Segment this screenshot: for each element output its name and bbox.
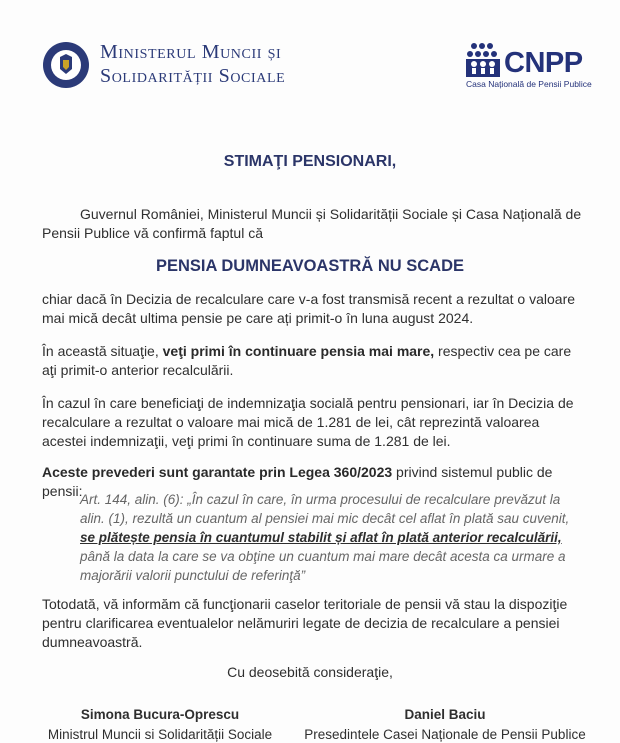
law-quote xyxy=(80,490,580,585)
headline: PENSIA DUMNEAVOASTRĂ NU SCADE xyxy=(155,257,465,275)
signature-block-president xyxy=(295,707,595,742)
cnpp-people-icon xyxy=(466,42,502,78)
law-reference: Aceste prevederi sunt garantate prin Legea 360/2023 xyxy=(42,464,393,480)
paragraph-social-allowance: În cazul în care beneficiaţi de indemnizaţia socială pentru pensionari, iar în Decizia de recalculare a rezultat o valoare mai mică de 1.281 de lei, cât reprezintă valoarea acestei indemnizaţii, veţi primi în continuare suma de 1.281 de lei. xyxy=(42,395,574,449)
signature-block-minister xyxy=(40,707,280,742)
paragraph-situation-lead: În această situaţie, xyxy=(42,343,163,359)
letterhead xyxy=(0,0,620,110)
law-reference-tail: privind sistemul public de pensii: xyxy=(42,464,553,499)
cnpp-full-name: Casa Națională de Pensii Publice xyxy=(466,79,592,89)
government-seal-icon xyxy=(42,41,90,89)
paragraph-contact: Totodată, vă informăm că funcţionarii caselor teritoriale de pensii vă stau la dispoziţie pentru clarificarea eventualelor nelămuriri legate de decizia de recalculare a pensiei dumneavoastră. xyxy=(42,596,568,650)
signatory-title: Ministrul Muncii si Solidarității Sociale xyxy=(47,727,273,742)
signatory-name: Daniel Baciu xyxy=(404,707,486,722)
paragraph-situation xyxy=(42,342,587,380)
cnpp-logo-text: CNPP xyxy=(504,47,583,79)
ministry-name-line1: Ministerul Muncii și xyxy=(100,41,282,63)
cnpp-logo xyxy=(466,42,606,92)
paragraph-situation-bold: veţi primi în continuare pensia mai mare, xyxy=(162,343,435,359)
signatory-name: Simona Bucura-Oprescu xyxy=(80,707,240,722)
law-quote-lead: Art. 144, alin. (6): „În cazul în care, în urma procesului de recalculare prevăzut la alin. (1), rezultă un cuantum al pensiei mai mic decât cel aflat în plată sau cuvenit, xyxy=(80,492,570,526)
intro-paragraph: Guvernul României, Ministerul Muncii și Solidarității Sociale și Casa Națională de Pensii Publice vă confirmă faptul că xyxy=(42,206,582,241)
salutation: STIMAŢI PENSIONARI, xyxy=(223,153,397,170)
signatory-title: Presedintele Casei Naționale de Pensii Publice xyxy=(304,727,586,742)
ministry-name xyxy=(100,40,285,88)
paragraph-decision: chiar dacă în Decizia de recalculare care v-a fost transmisă recent a rezultat o valoare mai mică decât ultima pensie pe care ați primit-o în luna august 2024. xyxy=(42,291,576,326)
law-quote-tail: până la data la care se va obţine un cuantum mai mare decât acesta ca urmare a majorării valorii punctului de referinţă” xyxy=(80,549,566,583)
closing: Cu deosebită consideraţie, xyxy=(227,664,393,680)
law-quote-emphasis: se plătește pensia în cuantumul stabilit și aflat în plată anterior recalculării, xyxy=(80,530,562,545)
paragraph-situation-tail: respectiv cea pe care aţi primit-o anterior recalculării. xyxy=(42,343,572,378)
ministry-name-line2: Solidarității Sociale xyxy=(100,65,286,87)
